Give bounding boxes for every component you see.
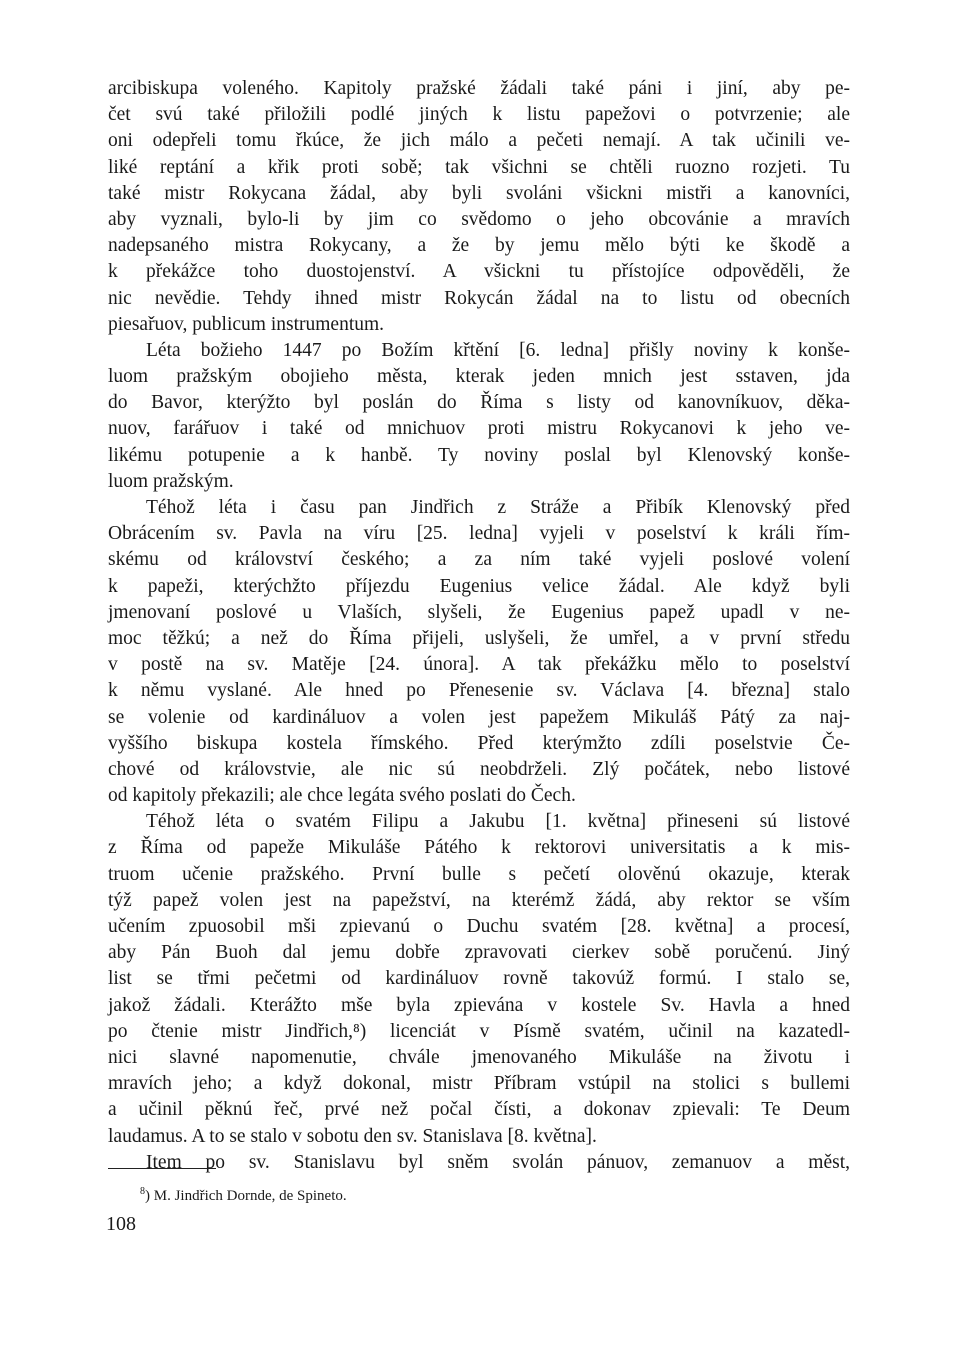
text-line: k překážce toho duostojenství. A všickni tu přístojíce odpověděli, že [108, 261, 850, 283]
footnote-text: ) M. Jindřich Dornde, de Spineto. [145, 1188, 347, 1204]
text-line: skému od království českého; a za ním také vyjeli poslové volení [108, 549, 850, 571]
footnote-marker: 8 [140, 1186, 145, 1197]
text-line: k němu vyslané. Ale hned po Přenesenie sv. Václava [4. března] stalo [108, 680, 850, 702]
text-line: z Říma od papeže Mikuláše Pátého k rektorovi universitatis a k mis- [108, 837, 850, 859]
page-number: 108 [106, 1213, 136, 1235]
text-line: jakož žádali. Kterážto mše byla zpievána v kostele Sv. Havla a hned [108, 994, 850, 1016]
text-line: luom pražským. [108, 470, 234, 492]
text-line: piesařuov, publicum instrumentum. [108, 313, 385, 335]
text-line: jmenovaní poslové u Vlaších, slyšeli, že Eugenius papež upadl v ne- [108, 601, 850, 623]
text-line: od kapitoly překazili; ale chce legáta svého poslati do Čech. [108, 785, 576, 807]
text-line: mravích jeho; a když dokonal, mistr Příbram vstúpil na stolici s bullemi [108, 1073, 850, 1095]
text-line: likému potupenie a k hanbě. Ty noviny poslal byl Klenovský konše- [108, 444, 850, 466]
text-line: nuov, farářuov i také od mnichuov proti mistru Rokycanovi k jeho ve- [108, 418, 850, 440]
text-line: učením zpuosobil mši zpievanú o Duchu svatém [28. května] a procesí, [108, 916, 850, 937]
text-line: k papeži, kterýchžto příjezdu Eugenius velice žádal. Ale když byli [108, 575, 850, 597]
text-line: truom učenie pražského. První bulle s pečetí olověnú okazuje, kterak [108, 863, 850, 885]
text-line: arcibiskupa voleného. Kapitoly pražské žádali také páni i jiní, aby pe- [108, 78, 850, 99]
text-line: luom pražským obojieho města, kterak jeden mnich jest sstaven, jda [108, 366, 850, 388]
text-line: nici slavné napomenutie, chvále jmenovaného Mikuláše na životu i [108, 1046, 850, 1068]
text-line: liké reptání a křik proti sobě; tak všichni se chtěli ruozno rozjeti. Tu [108, 156, 850, 178]
footnote [140, 1182, 347, 1206]
text-line: aby Pán Buoh dal jemu dobře zpravovati cierkev sobě poručenú. Jiný [108, 942, 850, 964]
text-line: list se třmi pečetmi od kardináluov rovně takovúž formú. I stalo se, [108, 968, 850, 990]
text-line: oni odepřeli tomu řkúce, že jich málo a pečeti nemají. A tak učinili ve- [108, 130, 850, 152]
text-line: nic nevědie. Tehdy ihned mistr Rokycán žádal na to listu od obecních [108, 287, 850, 309]
text-line: aby vyznali, bylo-li by jim co svědomo o jeho obcovánie a mravích [108, 208, 850, 230]
text-line: do Bavor, kterýžto byl poslán do Říma s listy od kanovníkuov, děka- [108, 392, 850, 414]
text-line: a učinil pěknú řeč, prvé než počal čísti, a dokonav zpievali: Te Deum [108, 1099, 850, 1121]
text-line: po čtenie mistr Jindřich,⁸) licenciát v Písmě svatém, učinil na kazatedl- [108, 1020, 850, 1042]
text-line: moc těžkú; a než do Říma přijeli, uslyšeli, že umřel, a v první středu [108, 627, 850, 649]
text-line: laudamus. A to se stalo v sobotu den sv. Stanislava [8. května]. [108, 1125, 597, 1147]
text-line: vyššího biskupa kostela římského. Před kterýmžto zdíli poselstvie Če- [108, 732, 850, 754]
text-line: Léta božieho 1447 po Božím křtění [6. ledna] přišly noviny k konše- [146, 339, 850, 361]
text-line: čet svú také přiložili podlé jiných k listu papežovi o potvrzenie; ale [108, 104, 850, 126]
text-line: Téhož léta o svatém Filipu a Jakubu [1. května] přineseni sú listové [146, 811, 850, 833]
text-line: v postě na sv. Matěje [24. února]. A tak překážku mělo to poselství [108, 654, 850, 676]
footnote-rule [108, 1168, 216, 1169]
text-line: Téhož léta i času pan Jindřich z Stráže a Přibík Klenovský před [146, 497, 850, 518]
text-line: nadepsaného mistra Rokycany, a že by jemu mělo býti ke škodě a [108, 235, 850, 257]
text-line: týž papež volen jest na papežství, na kterémž žádá, aby rektor se vším [108, 889, 850, 911]
body-text [108, 76, 850, 1176]
text-line: také mistr Rokycana žádal, aby byli svoláni všickni mistři a kanovníci, [108, 182, 850, 204]
text-line: Obrácením sv. Pavla na víru [25. ledna] vyjeli v poselství k králi řím- [108, 523, 850, 545]
text-line: se volenie od kardináluov a volen jest papežem Mikuláš Pátý za naj- [108, 706, 850, 728]
text-line: Item po sv. Stanislavu byl sněm svolán pánuov, zemanuov a měst, [146, 1151, 850, 1173]
text-line: chové od královstvie, ale nic sú neobdrželi. Zlý počátek, nebo listové [108, 758, 850, 780]
